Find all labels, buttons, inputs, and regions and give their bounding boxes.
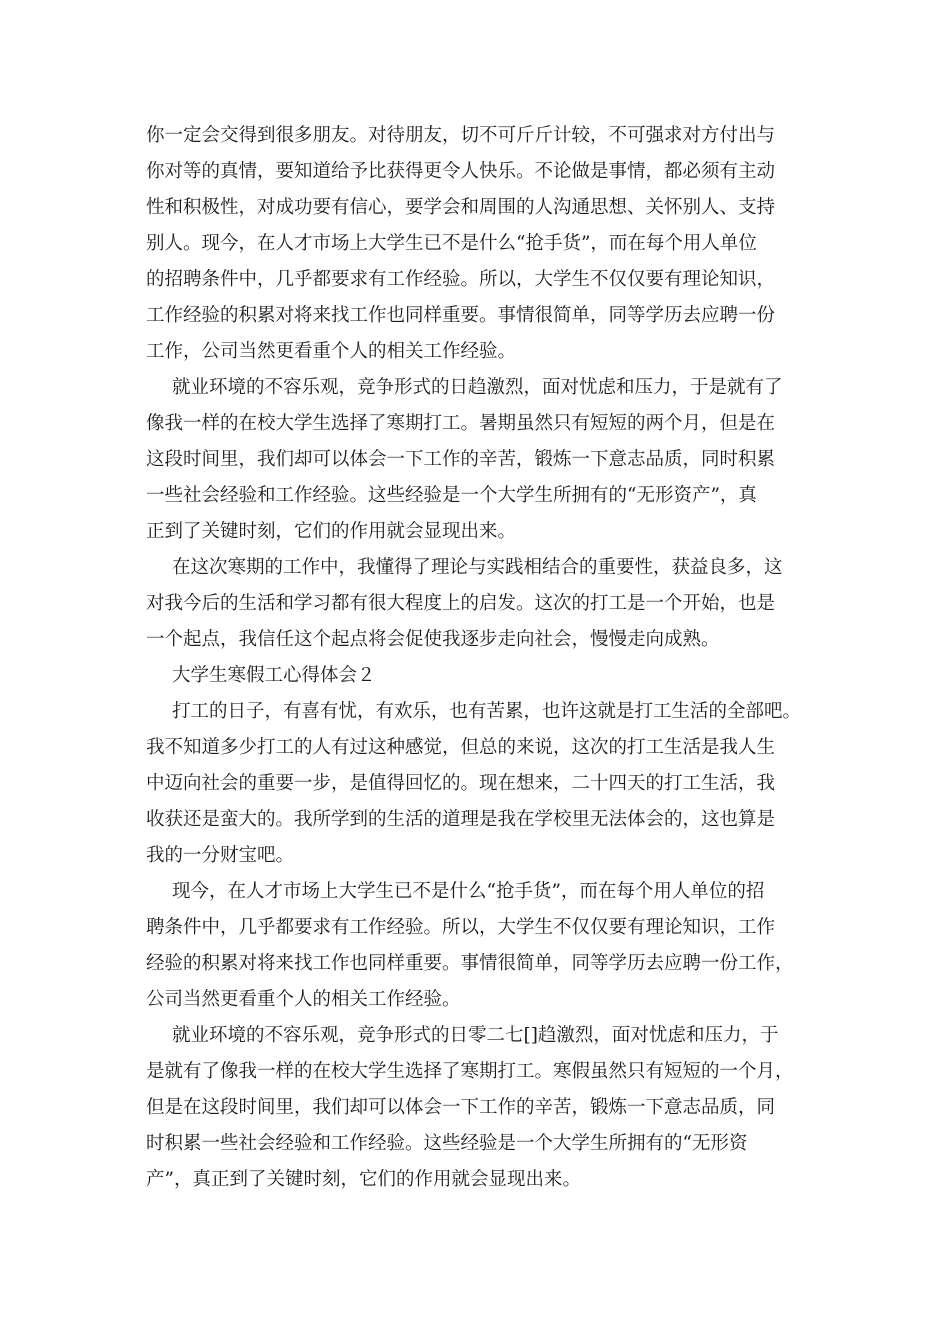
text-line: 别人。现今，在人才市场上大学生已不是什么“抢手货”，而在每个用人单位 (146, 233, 757, 254)
text-line: 你对等的真情，要知道给予比获得更令人快乐。不论做是事情，都必须有主动 (146, 161, 776, 182)
text-line: 中迈向社会的重要一步，是值得回忆的。现在想来，二十四天的打工生活，我 (146, 773, 776, 794)
text-line: 经验的积累对将来找工作也同样重要。事情很简单，同等学历去应聘一份工作， (146, 953, 794, 974)
text-line: 工作，公司当然更看重个人的相关工作经验。 (146, 341, 517, 362)
text-line: 就业环境的不容乐观，竞争形式的日趋激烈，面对忧虑和压力，于是就有了 (172, 377, 783, 398)
text-line: 时积累一些社会经验和工作经验。这些经验是一个大学生所拥有的“无形资 (146, 1133, 748, 1154)
text-line: 就业环境的不容乐观，竞争形式的日零二七[]趋激烈，面对忧虑和压力，于 (172, 1025, 779, 1046)
text-line: 打工的日子，有喜有忧，有欢乐，也有苦累，也许这就是打工生活的全部吧。 (172, 701, 802, 722)
text-line: 收获还是蛮大的。我所学到的生活的道理是我在学校里无法体会的，这也算是 (146, 809, 776, 830)
text-line: 一些社会经验和工作经验。这些经验是一个大学生所拥有的“无形资产”，真 (146, 485, 757, 506)
text-line: 产”，真正到了关键时刻，它们的作用就会显现出来。 (146, 1169, 581, 1190)
text-line: 我的一分财宝吧。 (146, 845, 295, 866)
text-line: 在这次寒期的工作中，我懂得了理论与实践相结合的重要性，获益良多，这 (172, 557, 783, 578)
text-line: 对我今后的生活和学习都有很大程度上的启发。这次的打工是一个开始，也是 (146, 593, 776, 614)
text-line: 公司当然更看重个人的相关工作经验。 (146, 989, 461, 1010)
text-line: 这段时间里，我们却可以体会一下工作的辛苦，锻炼一下意志品质，同时积累 (146, 449, 776, 470)
section-heading: 大学生寒假工心得体会２ (172, 665, 376, 686)
text-line: 我不知道多少打工的人有过这种感觉，但总的来说，这次的打工生活是我人生 (146, 737, 776, 758)
text-line: 性和积极性，对成功要有信心，要学会和周围的人沟通思想、关怀别人、支持 (146, 197, 776, 218)
text-line: 你一定会交得到很多朋友。对待朋友，切不可斤斤计较，不可强求对方付出与 (146, 125, 776, 146)
text-line: 但是在这段时间里，我们却可以体会一下工作的辛苦，锻炼一下意志品质，同 (146, 1097, 776, 1118)
text-line: 现今，在人才市场上大学生已不是什么“抢手货”，而在每个用人单位的招 (172, 881, 765, 902)
text-line: 正到了关键时刻，它们的作用就会显现出来。 (146, 521, 517, 542)
text-line: 的招聘条件中，几乎都要求有工作经验。所以，大学生不仅仅要有理论知识， (146, 269, 776, 290)
text-line: 工作经验的积累对将来找工作也同样重要。事情很简单，同等学历去应聘一份 (146, 305, 776, 326)
text-line: 聘条件中，几乎都要求有工作经验。所以，大学生不仅仅要有理论知识，工作 (146, 917, 776, 938)
text-line: 像我一样的在校大学生选择了寒期打工。暑期虽然只有短短的两个月，但是在 (146, 413, 776, 434)
text-line: 一个起点，我信任这个起点将会促使我逐步走向社会，慢慢走向成熟。 (146, 629, 720, 650)
text-line: 是就有了像我一样的在校大学生选择了寒期打工。寒假虽然只有短短的一个月， (146, 1061, 794, 1082)
